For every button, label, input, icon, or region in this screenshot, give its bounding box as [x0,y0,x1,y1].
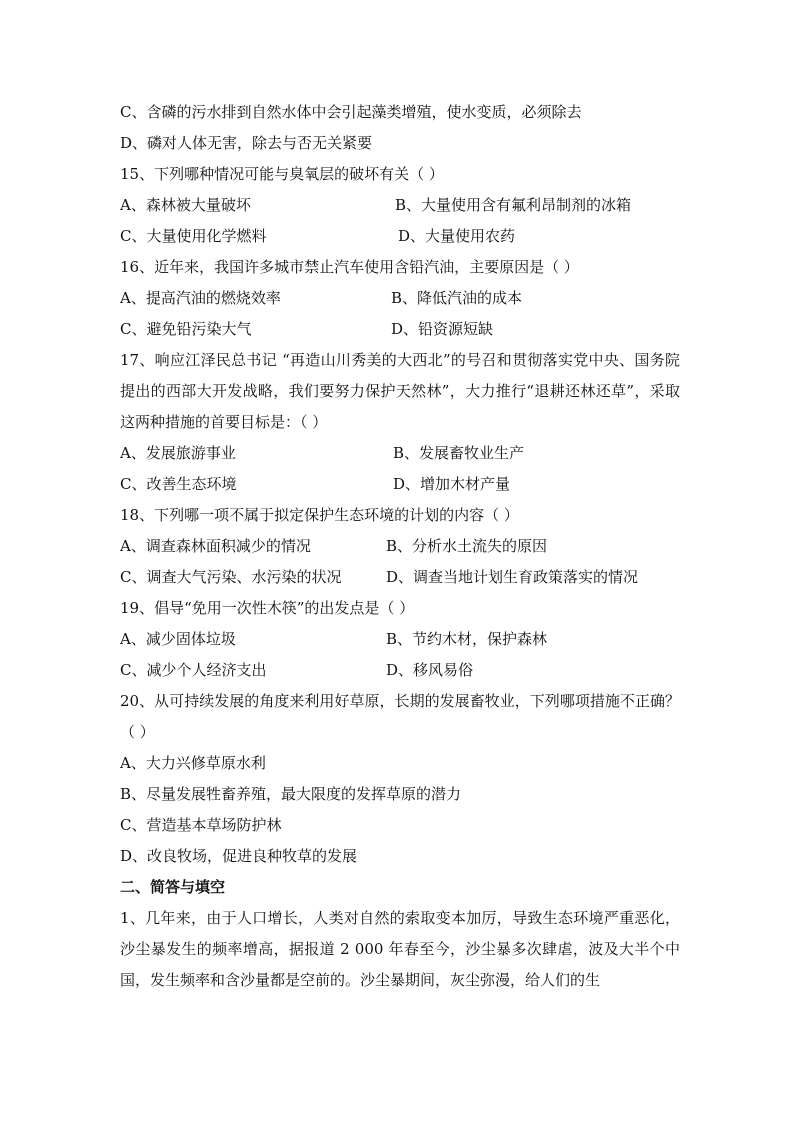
q15-stem: 15、下列哪种情况可能与臭氧层的破坏有关（ ） [120,165,444,183]
q17-option-b: B、发展畜牧业生产 [393,444,525,462]
q19-option-c: C、减少个人经济支出 [120,661,267,679]
q16-option-a: A、提高汽油的燃烧效率 [120,289,281,307]
q15-option-a: A、森林被大量破坏 [120,196,251,214]
q16-option-c: C、避免铅污染大气 [120,320,252,338]
q16-options-row-1 [120,283,680,314]
q20-option-b: B、尽量发展牲畜养殖，最大限度的发挥草原的潜力 [120,785,462,803]
q18-option-d: D、调查当地计划生育政策落实的情况 [386,568,639,586]
q19-options-row-1 [120,624,680,655]
q16-option-d: D、铅资源短缺 [391,320,494,338]
q20-option-c: C、营造基本草场防护林 [120,816,282,834]
q17-options-row-2 [120,469,680,500]
q15-options-row-1 [120,190,680,221]
section2-question-1: 1、几年来，由于人口增长，人类对自然的索取变本加厉，导致生态环境严重恶化，沙尘暴发生的频率增高，据报道 2 000 年春至今，沙尘暴多次肆虐，波及大半个中国，发生频率和含沙量都是空前的。沙尘暴期间，灰尘弥漫，给人们的生 [120,909,680,989]
q17-option-c: C、改善生态环境 [120,475,237,493]
q18-option-a: A、调查森林面积减少的情况 [120,537,311,555]
q17-option-d: D、增加木材产量 [393,475,511,493]
q14-option-c: C、含磷的污水排到自然水体中会引起藻类增殖，使水变质，必须除去 [120,103,582,121]
q19-option-d: D、移风易俗 [386,661,474,679]
q18-options-row-2 [120,562,680,593]
q18-stem: 18、下列哪一项不属于拟定保护生态环境的计划的内容（ ） [120,506,519,524]
q15-option-b: B、大量使用含有氟利昂制剂的冰箱 [395,196,632,214]
q17-option-a: A、发展旅游事业 [120,444,236,462]
q17-options-row-1 [120,438,680,469]
q18-options-row-1 [120,531,680,562]
q19-option-a: A、减少固体垃圾 [120,630,236,648]
q19-option-b: B、节约木材，保护森林 [386,630,548,648]
q20-option-a: A、大力兴修草原水利 [120,754,266,772]
q18-option-b: B、分析水土流失的原因 [386,537,548,555]
q16-option-b: B、降低汽油的成本 [391,289,523,307]
q16-stem: 16、近年来，我国许多城市禁止汽车使用含铅汽油，主要原因是（ ） [120,258,579,276]
q20-option-d: D、改良牧场，促进良种牧草的发展 [120,847,358,865]
section-heading: 二、简答与填空 [120,878,226,896]
q16-options-row-2 [120,314,680,345]
q18-option-c: C、调查大气污染、水污染的状况 [120,568,342,586]
q14-option-d: D、磷对人体无害，除去与否无关紧要 [120,134,373,152]
q15-options-row-2 [120,221,680,252]
q19-options-row-2 [120,655,680,686]
document-page [120,97,680,996]
q15-option-c: C、大量使用化学燃料 [120,227,267,245]
q19-stem: 19、倡导“免用一次性木筷”的出发点是（ ） [120,599,415,617]
q17-stem: 17、响应江泽民总书记 “再造山川秀美的大西北”的号召和贯彻落实党中央、国务院提出的西部大开发战略，我们要努力保护天然林”，大力推行“退耕还林还草”，采取这两种措施的首要目标是：（ ） [120,351,680,431]
q15-option-d: D、大量使用农药 [398,227,516,245]
q20-stem: 20、从可持续发展的角度来利用好草原，长期的发展畜牧业，下列哪项措施不正确？（ ） [120,692,680,741]
